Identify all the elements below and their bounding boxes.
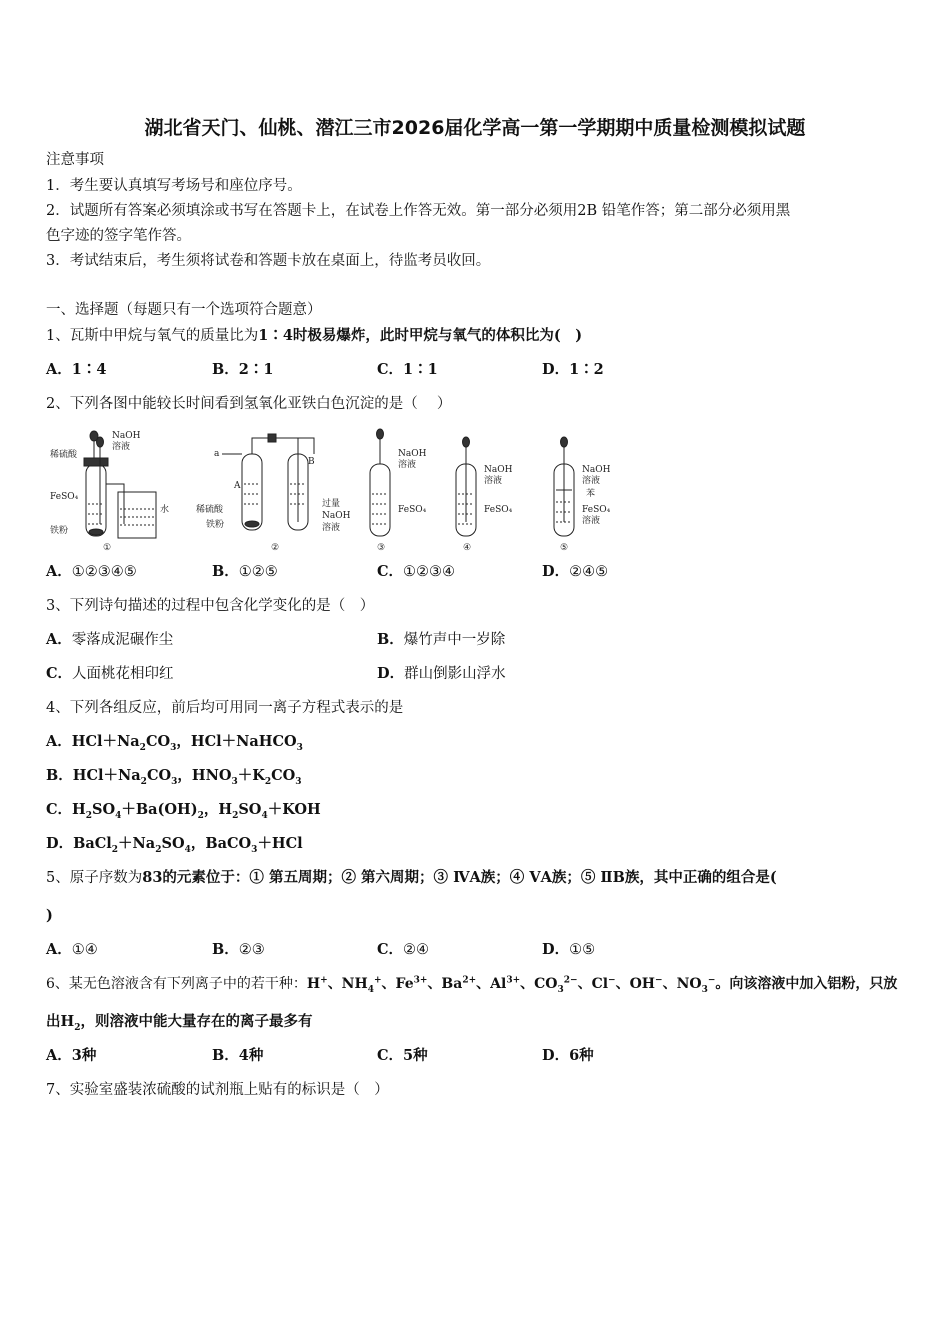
question-1-stem	[46, 326, 582, 346]
q1-ratio: 1∶4	[258, 327, 293, 344]
question-3-stem: 3、下列诗句描述的过程中包含化学变化的是（ ）	[46, 598, 375, 614]
label-benzene: 苯	[586, 489, 596, 499]
q5-stem-end: 的元素位于：① 第五周期；② 第六周期；③ ⅣA族；④ ⅤA族；⑤ ⅡB族，其中正确的组合是(	[162, 869, 777, 886]
q1-option-b[interactable]: B．2∶1	[212, 361, 274, 378]
apparatus-4	[456, 437, 476, 536]
label-number-5: ⑤	[560, 543, 569, 553]
q1-option-a[interactable]: A．1∶4	[46, 361, 107, 378]
label-solution-4: 溶液	[484, 476, 503, 486]
notice-heading: 注意事项	[46, 152, 104, 168]
label-iron-powder-1: 铁粉	[50, 526, 69, 536]
label-number-4: ④	[463, 543, 472, 553]
label-feso4-3: FeSO₄	[398, 505, 427, 515]
question-7-stem: 7、实验室盛装浓硫酸的试剂瓶上贴有的标识是（ ）	[46, 1082, 389, 1098]
q5-stem-part: 5、原子序数为	[46, 870, 143, 886]
notice-item-2-cont: 色字迹的签字笔作答。	[46, 228, 191, 244]
label-solution-3: 溶液	[398, 460, 417, 470]
label-dilute-h2so4-2: 稀硫酸	[196, 505, 224, 515]
section-heading: 一、选择题（每题只有一个选项符合题意）	[46, 302, 322, 318]
label-solution-2: 溶液	[322, 523, 341, 533]
q1-option-d[interactable]: D．1∶2	[542, 361, 604, 378]
notice-item-1: 1．考生要认真填写考场号和座位序号。	[46, 178, 302, 194]
question-4-stem: 4、下列各组反应，前后均可用同一离子方程式表示的是	[46, 700, 404, 716]
label-naoh-4: NaOH	[484, 465, 513, 475]
notice-item-3: 3．考试结束后，考生须将试卷和答题卡放在桌面上，待监考员收回。	[46, 253, 491, 269]
q4-option-b[interactable]: B．$HCl+Na_2CO_3$，$HNO_3+K_2CO_3$	[46, 767, 302, 787]
label-excess: 过量	[322, 499, 341, 509]
q4-option-d[interactable]: D．$BaCl_2+Na_2SO_4$，BaCO$_3$＋HCl	[46, 835, 303, 855]
label-naoh-3: NaOH	[398, 449, 427, 459]
q6-option-d[interactable]: D．6种	[542, 1047, 594, 1064]
q2-option-b[interactable]: B．①②⑤	[212, 563, 278, 580]
q5-option-d[interactable]: D．①⑤	[542, 941, 596, 958]
label-naoh-1: NaOH	[112, 431, 141, 441]
label-number-1: ①	[103, 543, 112, 553]
label-number-3: ③	[377, 543, 386, 553]
label-tube-a: A	[234, 481, 241, 491]
q3-option-c[interactable]: C．人面桃花相印红	[46, 665, 174, 682]
q2-option-c[interactable]: C．①②③④	[377, 563, 456, 580]
question-2-stem: 2、下列各图中能较长时间看到氢氧化亚铁白色沉淀的是（ ）	[46, 396, 452, 412]
label-solution-5: 溶液	[582, 476, 601, 486]
q5-option-a[interactable]: A．①④	[46, 941, 98, 958]
label-dilute-h2so4-1: 稀硫酸	[50, 450, 78, 460]
q2-apparatus-figure	[46, 424, 626, 554]
q3-option-b[interactable]: B．爆竹声中一岁除	[377, 631, 506, 648]
question-5-stem	[46, 868, 777, 888]
question-6-stem-line1: 6、某无色溶液含有下列离子中的若干种：H+、$NH_4^+$、$Fe^{3+}$、$Ba^{2+}$、$Al^{3+}$、$CO_3^{2-}$、Cl−、OH−、$NO_3^-$。向该溶液中加入铝粉，只放	[46, 975, 898, 995]
label-solution-5b: 溶液	[582, 516, 601, 526]
exam-title: 湖北省天门、仙桃、潜江三市2026届化学高一第一学期期中质量检测模拟试题	[144, 117, 806, 139]
label-water-1: 水	[160, 505, 170, 515]
label-feso4-5: FeSO₄	[582, 505, 611, 515]
label-solution-1: 溶液	[112, 442, 131, 452]
q1-stem-part: 1、瓦斯中甲烷与氧气的质量比为	[46, 328, 259, 344]
label-a: a	[214, 449, 220, 459]
question-6-stem-line2: 出$H_2$，则溶液中能大量存在的离子最多有	[46, 1013, 313, 1033]
q2-option-a[interactable]: A．①②③④⑤	[46, 563, 137, 580]
label-naoh-5: NaOH	[582, 465, 611, 475]
label-feso4-1: FeSO₄	[50, 492, 79, 502]
q3-option-a[interactable]: A．零落成泥碾作尘	[46, 631, 174, 648]
question-5-stem-close: )	[46, 907, 53, 924]
q6-option-c[interactable]: C．5种	[377, 1047, 428, 1064]
apparatus-3	[370, 429, 390, 536]
q5-option-b[interactable]: B．②③	[212, 941, 265, 958]
q4-option-c[interactable]: C．$H_2SO_4+Ba(OH)_2$，$H_2SO_4+KOH$	[46, 801, 321, 821]
label-number-2: ②	[271, 543, 280, 553]
apparatus-5	[554, 437, 574, 536]
q3-option-d[interactable]: D．群山倒影山浮水	[377, 665, 506, 682]
label-iron-powder-2: 铁粉	[206, 520, 225, 530]
q1-option-c[interactable]: C．1∶1	[377, 361, 438, 378]
q6-option-b[interactable]: B．4种	[212, 1047, 264, 1064]
q1-stem-end: 时极易爆炸，此时甲烷与氧气的体积比为( )	[292, 327, 583, 344]
notice-item-2: 2．试题所有答案必须填涂或书写在答题卡上，在试卷上作答无效。第一部分必须用2B 铅笔作答；第二部分必须用黑	[46, 203, 791, 219]
label-tube-b: B	[308, 457, 315, 467]
label-feso4-4: FeSO₄	[484, 505, 513, 515]
label-naoh-2: NaOH	[322, 511, 351, 521]
q5-atomic-number: 83	[142, 869, 163, 886]
q5-option-c[interactable]: C．②④	[377, 941, 430, 958]
q6-option-a[interactable]: A．3种	[46, 1047, 97, 1064]
q4-option-a[interactable]: A．$HCl+Na_2CO_3$，HCl＋NaHCO$_3$	[46, 733, 303, 753]
q2-option-d[interactable]: D．②④⑤	[542, 563, 609, 580]
